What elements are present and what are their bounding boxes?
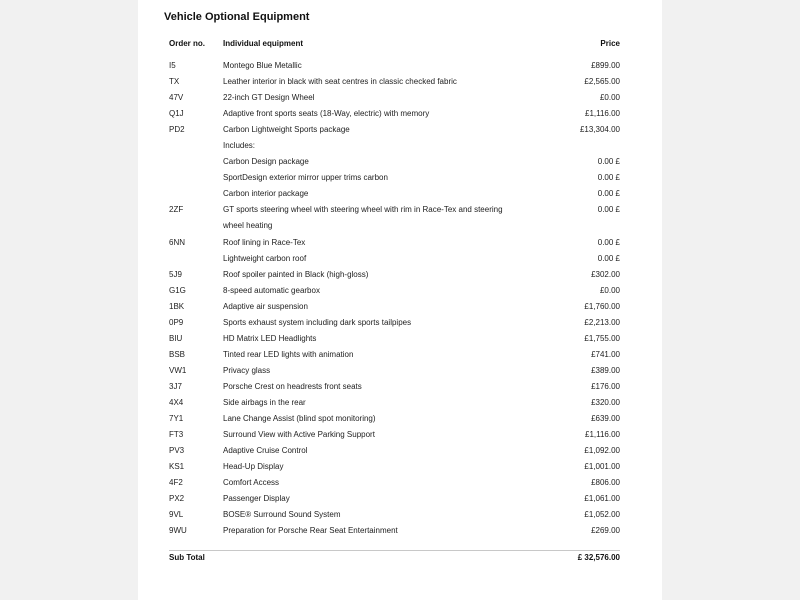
document-page: [138, 0, 662, 600]
order-code: I5: [169, 61, 176, 70]
equipment-description: Carbon interior package: [223, 189, 309, 199]
subtotal-value: £ 32,576.00: [577, 553, 620, 562]
order-code: Q1J: [169, 109, 184, 119]
equipment-description: 8-speed automatic gearbox: [223, 285, 320, 295]
equipment-price: £2,213.00: [584, 317, 620, 327]
equipment-description: Privacy glass: [223, 365, 271, 375]
equipment-description: Side airbags in the rear: [223, 397, 306, 407]
column-header-price: Price: [600, 39, 620, 48]
equipment-description: Comfort Access: [223, 478, 280, 488]
equipment-price: £0.00: [599, 93, 620, 103]
equipment-description: Carbon Lightweight Sports package: [223, 125, 350, 135]
equipment-price: £1,092.00: [584, 446, 620, 456]
equipment-price: 0.00 £: [597, 253, 620, 263]
equipment-price: £639.00: [591, 414, 620, 424]
equipment-description: Adaptive Cruise Control: [223, 446, 308, 456]
equipment-price: 0.00 £: [597, 173, 620, 183]
equipment-description: Porsche Crest on headrests front seats: [223, 381, 362, 391]
equipment-description: GT sports steering wheel with steering wheel with rim in Race-Tex and steering wheel heating: [223, 205, 503, 231]
equipment-price: £269.00: [591, 526, 620, 536]
equipment-price: £741.00: [591, 349, 620, 359]
order-code: 6NN: [169, 237, 186, 247]
table-row: [169, 299, 620, 315]
table-row: [169, 411, 620, 427]
equipment-table: [169, 58, 620, 539]
equipment-price: £1,061.00: [584, 494, 620, 504]
equipment-price: £1,052.00: [584, 510, 620, 520]
table-row: [169, 363, 620, 379]
column-header-individual-equipment: Individual equipment: [223, 39, 304, 48]
equipment-price: £2,565.00: [584, 77, 620, 87]
table-row: [169, 138, 620, 154]
order-code: BSB: [169, 349, 186, 359]
table-row: [169, 459, 620, 475]
table-row: [169, 74, 620, 90]
table-row: [169, 331, 620, 347]
equipment-price: £806.00: [591, 478, 620, 488]
table-row: [169, 154, 620, 170]
equipment-price: £176.00: [591, 381, 620, 391]
table-row: [169, 491, 620, 507]
column-header-order-no: Order no.: [169, 39, 206, 48]
equipment-price: 0.00 £: [597, 205, 620, 215]
order-code: 3J7: [169, 381, 182, 391]
table-row: [169, 106, 620, 122]
equipment-price: £0.00: [599, 285, 620, 295]
document-title: Vehicle Optional Equipment: [164, 11, 310, 23]
equipment-description: Includes:: [223, 141, 256, 151]
equipment-price: £1,755.00: [584, 333, 620, 343]
table-row: [169, 347, 620, 363]
equipment-description: Preparation for Porsche Rear Seat Entertainment: [223, 526, 398, 536]
equipment-description: Adaptive front sports seats (18-Way, electric) with memory: [223, 109, 430, 119]
order-code: 2ZF: [169, 205, 184, 215]
equipment-description: Roof spoiler painted in Black (high-gloss): [223, 269, 369, 279]
equipment-price: £389.00: [591, 365, 620, 375]
order-code: BIU: [169, 333, 183, 343]
equipment-price: £13,304.00: [579, 125, 620, 135]
equipment-price: 0.00 £: [597, 157, 620, 167]
table-row: [169, 395, 620, 411]
order-code: 9WU: [169, 526, 187, 536]
table-row: [169, 122, 620, 138]
table-row: [169, 235, 620, 251]
equipment-description: Montego Blue Metallic: [223, 61, 302, 70]
order-code: 4F2: [169, 478, 183, 488]
equipment-price: £1,760.00: [584, 301, 620, 311]
order-code: PV3: [169, 446, 185, 456]
order-code: FT3: [169, 430, 184, 440]
order-code: KS1: [169, 462, 185, 472]
equipment-description: Adaptive air suspension: [223, 301, 308, 311]
table-row: [169, 523, 620, 539]
equipment-description: Head-Up Display: [223, 462, 284, 472]
equipment-description: Passenger Display: [223, 494, 290, 504]
table-row: [169, 170, 620, 186]
order-code: 4X4: [169, 397, 184, 407]
table-row: [169, 267, 620, 283]
table-row: [169, 315, 620, 331]
equipment-price: £899.00: [591, 61, 620, 70]
equipment-price: £302.00: [591, 269, 620, 279]
table-row: [169, 58, 620, 74]
equipment-description: Carbon Design package: [223, 157, 309, 167]
equipment-price: £1,001.00: [584, 462, 620, 472]
order-code: 9VL: [169, 510, 184, 520]
equipment-description: HD Matrix LED Headlights: [223, 333, 317, 343]
equipment-description: Sports exhaust system including dark sports tailpipes: [223, 317, 412, 327]
equipment-price: £320.00: [591, 397, 620, 407]
table-row: [169, 186, 620, 202]
equipment-description: Roof lining in Race-Tex: [223, 237, 306, 247]
order-code: 7Y1: [169, 414, 184, 424]
table-row: [169, 427, 620, 443]
table-row: [169, 202, 620, 234]
equipment-description: BOSE® Surround Sound System: [223, 510, 341, 520]
equipment-price: £1,116.00: [585, 430, 620, 440]
equipment-description: Surround View with Active Parking Support: [223, 430, 375, 440]
order-code: 5J9: [169, 269, 182, 279]
order-code: G1G: [169, 285, 186, 295]
order-code: 47V: [169, 93, 184, 103]
equipment-description: Lane Change Assist (blind spot monitoring): [223, 414, 376, 424]
order-code: VW1: [169, 365, 187, 375]
table-row: [169, 379, 620, 395]
table-row: [169, 283, 620, 299]
equipment-description: 22-inch GT Design Wheel: [223, 93, 315, 103]
table-row: [169, 90, 620, 106]
equipment-description: SportDesign exterior mirror upper trims carbon: [223, 173, 388, 183]
equipment-description: Leather interior in black with seat centres in classic checked fabric: [223, 77, 457, 87]
order-code: PX2: [169, 494, 185, 504]
equipment-price: 0.00 £: [597, 189, 620, 199]
order-code: PD2: [169, 125, 185, 135]
table-row: [169, 251, 620, 267]
table-row: [169, 475, 620, 491]
equipment-description: Lightweight carbon roof: [223, 253, 307, 263]
equipment-price: £1,116.00: [585, 109, 620, 119]
equipment-price: 0.00 £: [597, 237, 620, 247]
equipment-description: Tinted rear LED lights with animation: [223, 349, 354, 359]
table-row: [169, 507, 620, 523]
order-code: TX: [169, 77, 180, 87]
subtotal-divider: [169, 550, 620, 551]
table-row: [169, 443, 620, 459]
subtotal-label: Sub Total: [169, 553, 205, 562]
order-code: 1BK: [169, 301, 185, 311]
order-code: 0P9: [169, 317, 184, 327]
